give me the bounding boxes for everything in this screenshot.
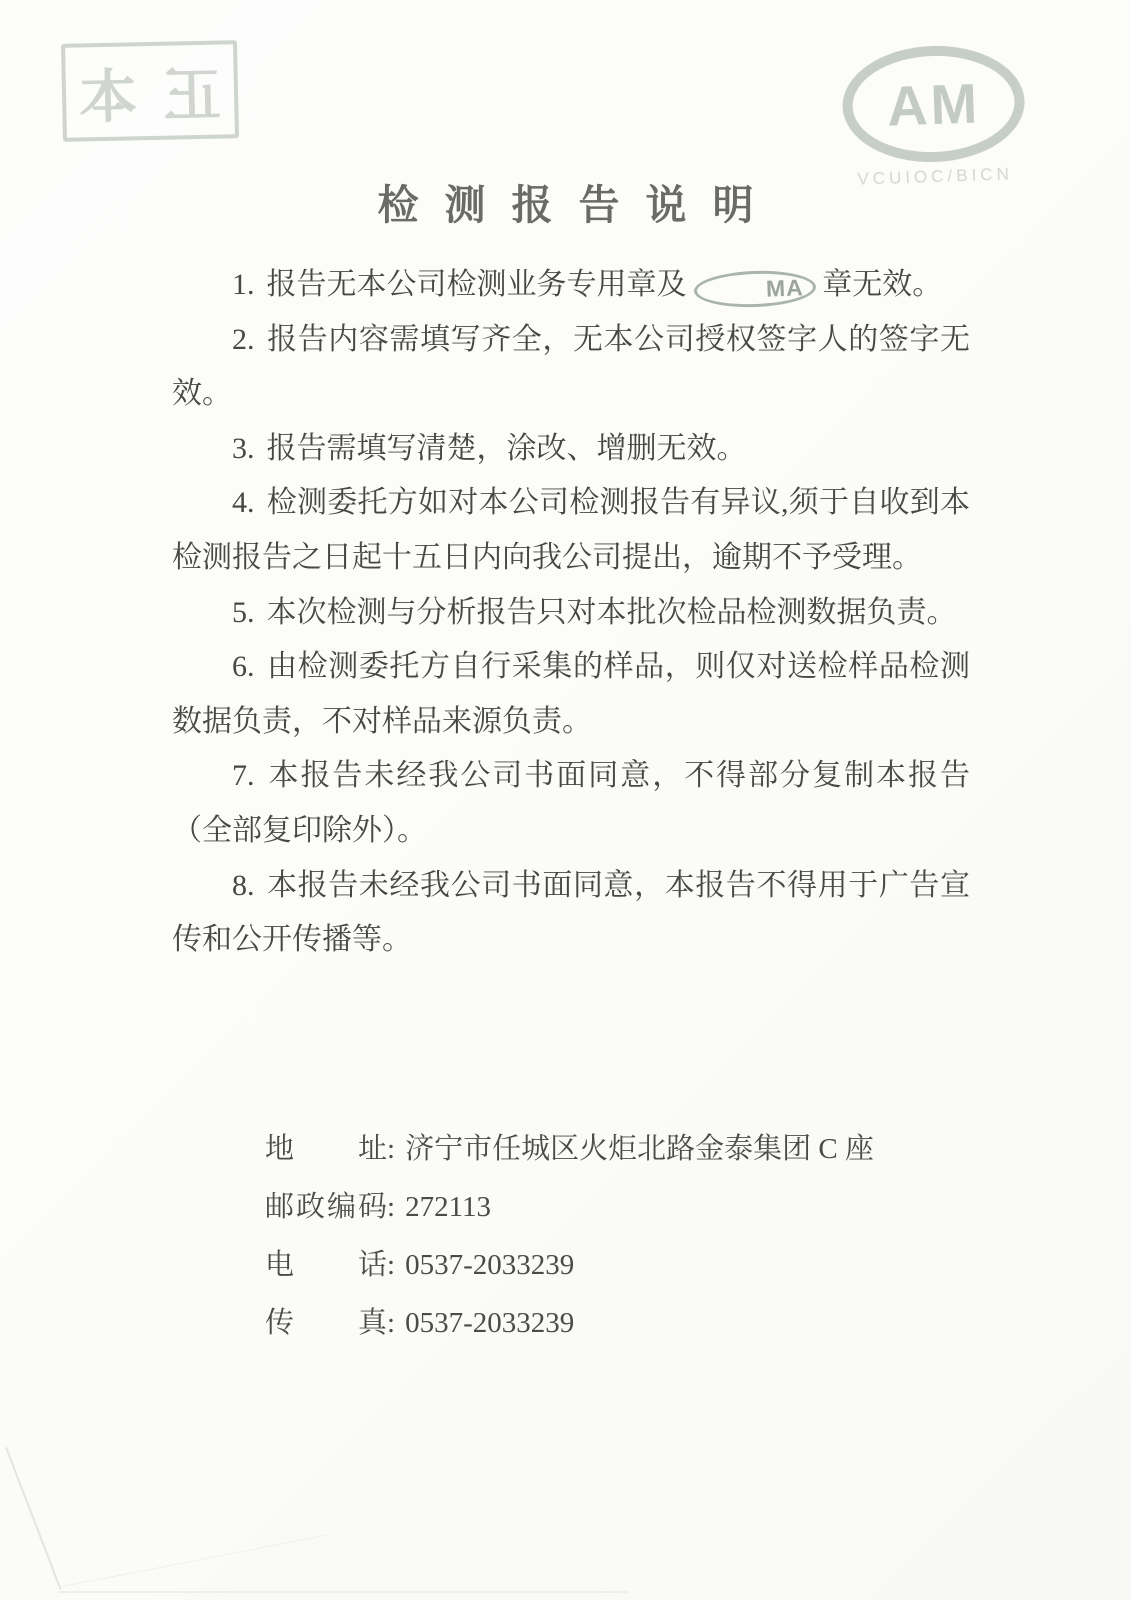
colon: :: [387, 1133, 396, 1165]
note-text-suffix: 章无效。: [822, 268, 943, 301]
note-item-2: [172, 313, 970, 422]
contact-postcode-value: 272113: [405, 1191, 491, 1223]
report-notes-list: [172, 258, 970, 968]
note-text: 本次检测与分析报告只对本批次检品检测数据负责。: [266, 595, 957, 629]
page-title: 检测报告说明: [377, 182, 780, 228]
note-number: 6.: [232, 650, 255, 684]
note-number: 5.: [232, 595, 255, 629]
note-number: 3.: [232, 431, 255, 465]
note-number: 2.: [232, 322, 255, 356]
contact-postcode-row: [265, 1178, 874, 1236]
note-text: 检测委托方如对本公司检测报告有异议,须于自收到本检测报告之日起十五日内向我公司提出，逾期不予受理。: [172, 486, 970, 574]
contact-fax-value: 0537-2033239: [405, 1307, 575, 1339]
note-text: 本报告未经我公司书面同意，不得部分复制本报告（全部复印除外）。: [172, 759, 970, 847]
original-copy-stamp: [61, 40, 239, 142]
cma-stamp-certificate-number: VCUIOC/BICN: [857, 164, 1014, 189]
contact-phone-label: 电话: [265, 1249, 387, 1281]
note-text: 报告内容需填写齐全，无本公司授权签字人的签字无效。: [172, 322, 970, 411]
contact-fax-label: 传真: [265, 1307, 387, 1339]
original-stamp-char-ben: 本: [78, 64, 138, 131]
note-item-1: [172, 258, 970, 313]
note-number: 1.: [232, 268, 255, 301]
contact-fax-row: [265, 1294, 874, 1352]
note-text: 由检测委托方自行采集的样品，则仅对送检样品检测数据负责，不对样品来源负责。: [172, 650, 970, 738]
note-item-4: [172, 476, 970, 585]
inline-ma-seal-icon: MA: [693, 269, 816, 309]
contact-phone-row: [265, 1236, 874, 1294]
note-text: 报告无本公司检测业务专用章及: [266, 268, 687, 301]
contact-info-block: [265, 1120, 874, 1352]
note-item-8: [172, 859, 970, 968]
contact-address-label: 地址: [265, 1133, 387, 1165]
note-text: 本报告未经我公司书面同意，本报告不得用于广告宣传和公开传播等。: [172, 868, 970, 957]
cma-accreditation-stamp: [841, 43, 1026, 190]
colon: :: [387, 1249, 396, 1281]
note-text: 报告需填写清楚，涂改、增删无效。: [266, 431, 747, 465]
note-item-6: [172, 640, 970, 749]
note-number: 4.: [232, 486, 255, 520]
original-stamp-char-zheng-mirrored: 正: [162, 62, 222, 129]
note-item-7: [172, 749, 970, 858]
note-item-5: [172, 586, 970, 641]
cma-stamp-ring-icon: [841, 43, 1027, 165]
contact-address-value: 济宁市任城区火炬北路金泰集团 C 座: [405, 1133, 874, 1165]
note-item-3: [172, 422, 970, 477]
colon: :: [387, 1307, 396, 1339]
contact-address-row: [265, 1120, 874, 1178]
page-bottom-edge-line: [58, 1591, 628, 1593]
note-number: 8.: [232, 868, 255, 902]
cma-stamp-letters: AM: [885, 70, 982, 138]
note-number: 7.: [232, 759, 255, 793]
colon: :: [387, 1191, 396, 1223]
contact-postcode-label: 邮政编码: [265, 1191, 387, 1223]
contact-phone-value: 0537-2033239: [405, 1249, 575, 1281]
